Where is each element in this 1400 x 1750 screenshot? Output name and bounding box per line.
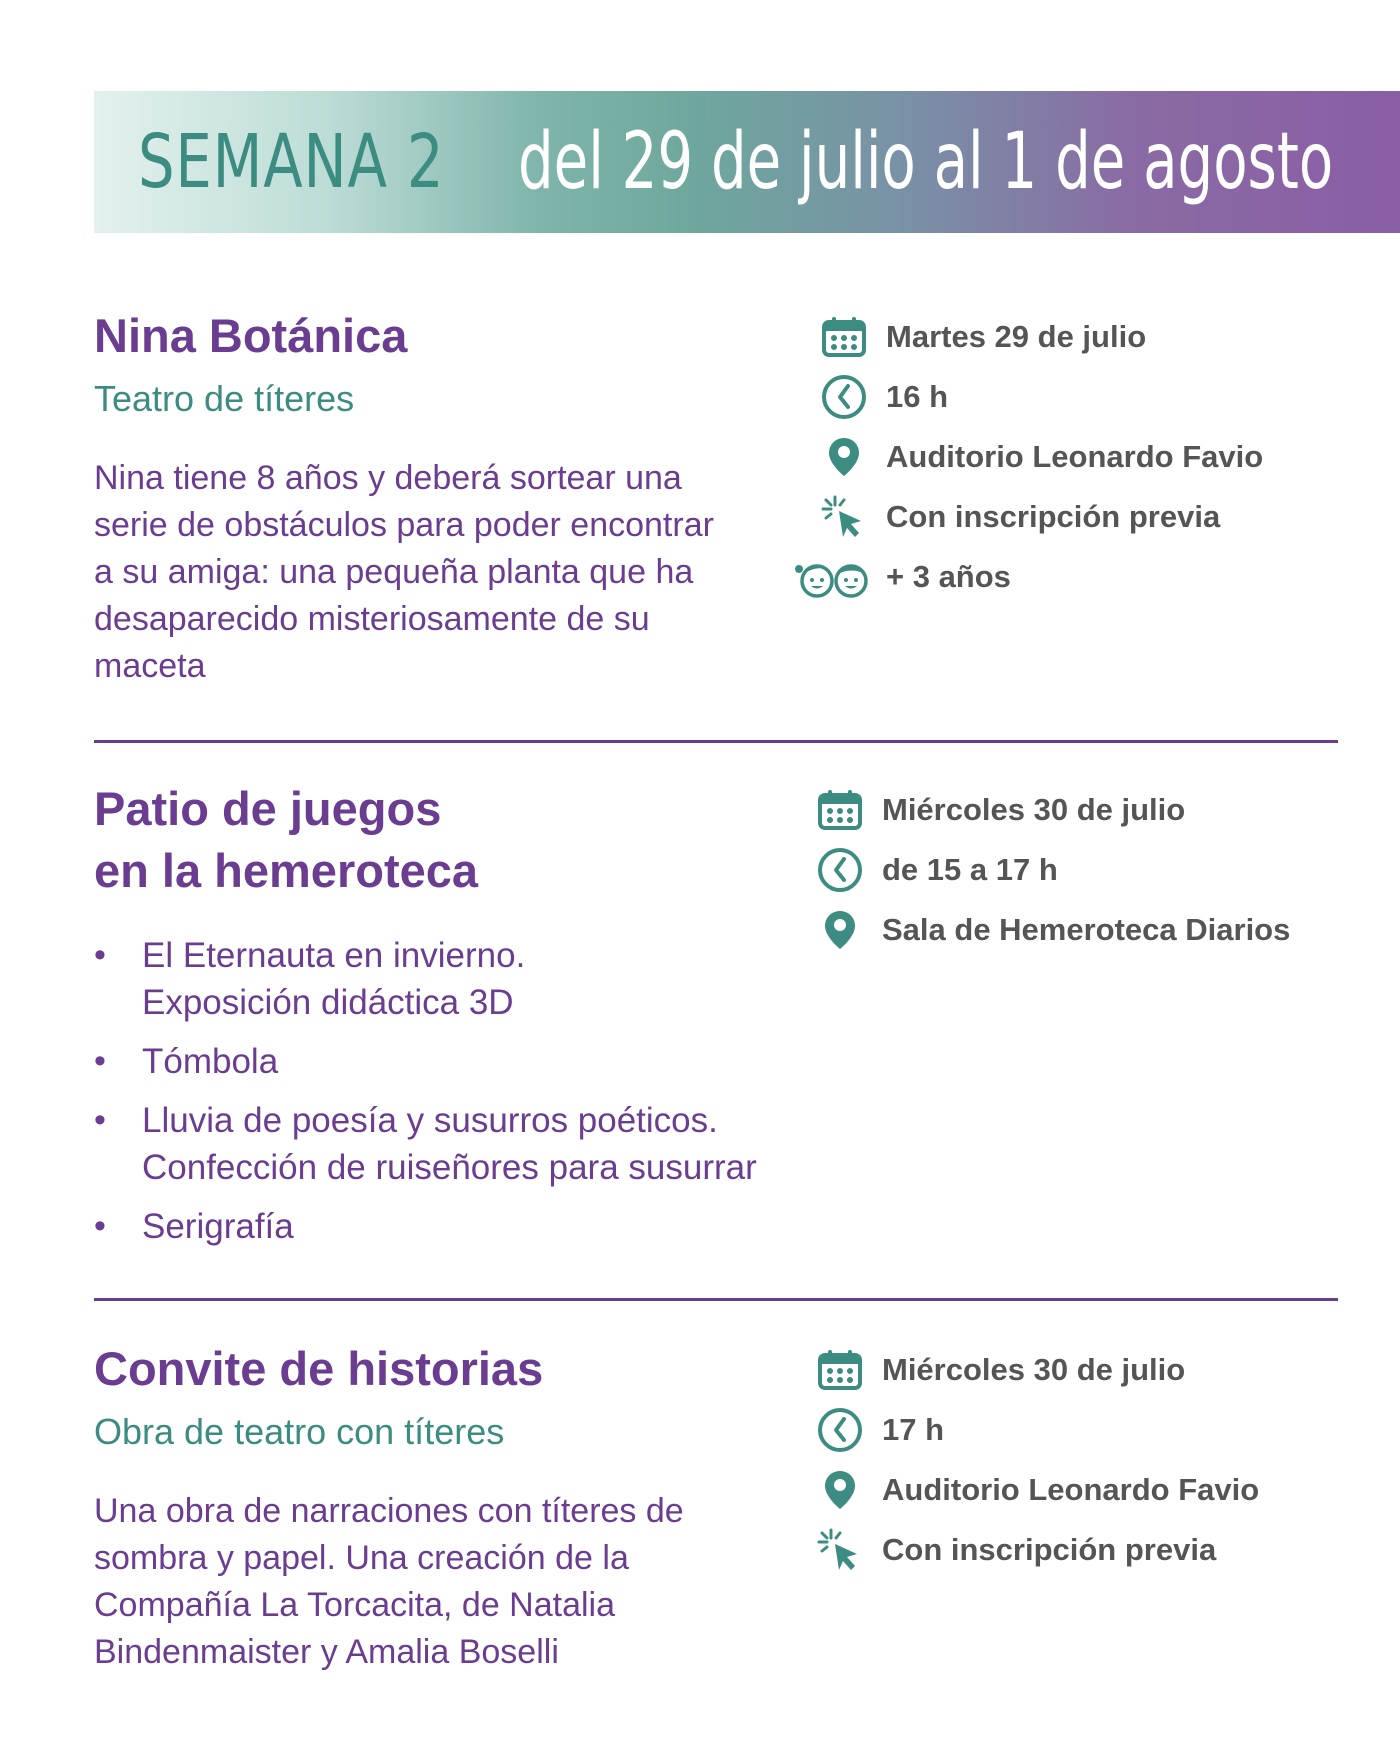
click-cursor-icon [810, 1530, 870, 1570]
detail-time [810, 1410, 1330, 1450]
event-title-line2: en la hemeroteca [94, 844, 479, 897]
detail-age [814, 557, 1334, 597]
event-description: Una obra de narraciones con títeres de sombra y papel. Una creación de la Compañía La Torcacita, de Natalia Bindenmaister y Amalia Boselli [94, 1492, 684, 1671]
detail-date [814, 317, 1334, 357]
detail-place-text: Auditorio Leonardo Favio [886, 439, 1264, 474]
detail-place [810, 1470, 1330, 1510]
event-details [810, 790, 1330, 970]
clock-icon [810, 1410, 870, 1450]
location-pin-icon [810, 1470, 870, 1510]
detail-registration-text: Con inscripción previa [882, 1532, 1217, 1567]
event-title: Nina Botánica [94, 309, 408, 362]
detail-date [810, 790, 1330, 830]
detail-time [810, 850, 1330, 890]
list-item [94, 1097, 1340, 1191]
section-divider [94, 740, 1338, 743]
event-patio-de-juegos [94, 778, 1340, 1262]
kids-faces-icon [792, 557, 874, 597]
calendar-icon [814, 317, 874, 357]
detail-time-text: 17 h [882, 1412, 945, 1447]
location-pin-icon [814, 437, 874, 477]
event-details [814, 317, 1334, 617]
week-label: SEMANA 2 [138, 119, 445, 205]
detail-place-text: Auditorio Leonardo Favio [882, 1472, 1260, 1507]
list-item-line: • Lluvia de poesía y susurros poéticos. [142, 1101, 718, 1140]
clock-icon [814, 377, 874, 417]
calendar-icon [810, 1350, 870, 1390]
event-convite-de-historias [94, 1338, 1340, 1676]
detail-time-text: 16 h [886, 379, 949, 414]
clock-icon [810, 850, 870, 890]
event-subtitle: Obra de teatro con títeres [94, 1411, 505, 1452]
week-banner [94, 91, 1400, 233]
list-item [94, 1203, 1340, 1250]
week-dates: del 29 de julio al 1 de agosto [518, 117, 1334, 207]
detail-time [814, 377, 1334, 417]
click-cursor-icon [814, 497, 874, 537]
calendar-icon [810, 790, 870, 830]
list-item [94, 1038, 1340, 1085]
list-item-line: Exposición didáctica 3D [142, 983, 514, 1022]
list-item-line: • Tómbola [142, 1042, 279, 1081]
detail-registration-text: Con inscripción previa [886, 499, 1221, 534]
detail-place [814, 437, 1334, 477]
event-title-line1: Patio de juegos [94, 782, 442, 835]
activity-list [94, 932, 1340, 1250]
detail-date-text: Martes 29 de julio [886, 319, 1147, 354]
event-description: Nina tiene 8 años y deberá sortear una serie de obstáculos para poder encontrar a su amiga: una pequeña planta que ha desaparecido misteriosamente de su maceta [94, 459, 714, 685]
detail-registration [810, 1530, 1330, 1570]
detail-place-text: Sala de Hemeroteca Diarios [882, 912, 1291, 947]
list-item-line: Confección de ruiseñores para susurrar [142, 1148, 757, 1187]
location-pin-icon [810, 910, 870, 950]
list-item-line: • El Eternauta en invierno. [142, 936, 526, 975]
detail-date-text: Miércoles 30 de julio [882, 792, 1186, 827]
detail-date [810, 1350, 1330, 1390]
detail-registration [814, 497, 1334, 537]
list-item-line: • Serigrafía [142, 1207, 294, 1246]
event-details [810, 1350, 1330, 1590]
event-title: Convite de historias [94, 1342, 544, 1395]
event-subtitle: Teatro de títeres [94, 378, 355, 419]
event-nina-botanica [94, 305, 1340, 690]
detail-date-text: Miércoles 30 de julio [882, 1352, 1186, 1387]
section-divider [94, 1298, 1338, 1301]
detail-age-text: + 3 años [886, 559, 1011, 594]
detail-place [810, 910, 1330, 950]
detail-time-text: de 15 a 17 h [882, 852, 1058, 887]
